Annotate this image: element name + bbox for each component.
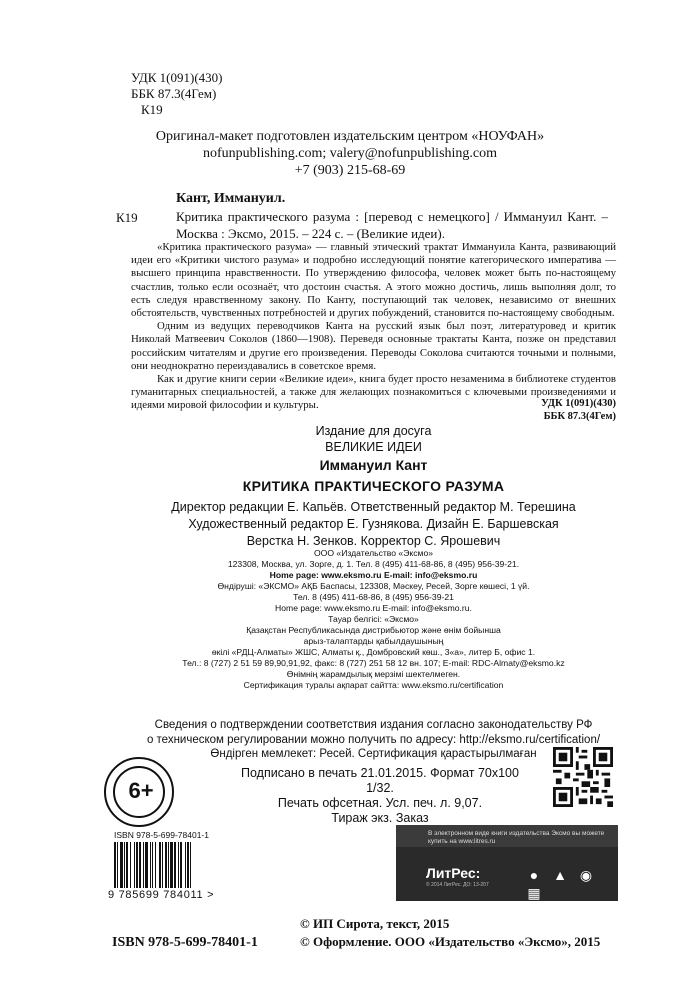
legal-line: өкілі «РДЦ-Алматы» ЖШС, Алматы қ., Домбровский көш., 3«а», литер Б, офис 1.	[211, 647, 536, 657]
copyright-line: © ИП Сирота, текст, 2015	[300, 916, 450, 931]
legal-line: Тауар белгісі: «Эксмо»	[328, 614, 419, 624]
isbn-large: ISBN 978-5-699-78401-1	[112, 935, 258, 950]
imprint-author: Иммануил Кант	[319, 457, 428, 473]
publisher-legal-block	[131, 548, 616, 691]
age-rating: 6+	[128, 778, 154, 803]
legal-line: ООО «Издательство «Эксмо»	[313, 548, 434, 558]
print-line: Подписано в печать 21.01.2015. Формат 70x100 1/32.	[241, 766, 519, 795]
platform-icons	[526, 867, 618, 903]
imprint-title: КРИТИКА ПРАКТИЧЕСКОГО РАЗУМА	[242, 478, 505, 494]
conformity-line: Сведения о подтверждении соответствия издания согласно законодательству РФ	[154, 719, 593, 731]
legal-line: Өнімнің жарамдылық мерзімі шектелмеген.	[286, 669, 461, 679]
bbk-code: ББК 87.3(4Гем)	[543, 411, 616, 422]
litres-logo: ЛитРес:	[426, 865, 481, 881]
legal-line: Қазақстан Республикасында дистрибьютор және өнім бойынша	[246, 625, 501, 635]
staff-line: Художественный редактор Е. Гузнякова. Дизайн Е. Баршевская	[188, 517, 559, 531]
print-line: Печать офсетная. Усл. печ. л. 9,07.	[277, 796, 483, 810]
bibliographic-record: Критика практического разума : [перевод с немецкого] / Иммануил Кант. – Москва : Эксмо, 2015. – 224 с. – (Великие идеи).	[176, 209, 608, 241]
abstract-paragraph: Как и другие книги серии «Великие идеи», книга будет просто незаменима в библиотеке студентов гуманитарных специальностей, а также для желающих познакомиться с ключевыми произведениями и идеями мировой философии и культуры.	[131, 373, 616, 412]
staff-list	[131, 499, 616, 550]
windows-icon: ▦	[527, 887, 541, 902]
series-name: ВЕЛИКИЕ ИДЕИ	[325, 440, 422, 454]
symbian-icon: ◉	[579, 869, 593, 884]
legal-line: Өндіруші: «ЭКСМО» АҚБ Баспасы, 123308, Мәскеу, Ресей, Зорге көшесі, 1 үй.	[217, 581, 530, 591]
apple-icon: ●	[529, 869, 539, 884]
barcode-digits: 9 785699 784011 >	[108, 889, 215, 901]
udk-code: УДК 1(091)(430)	[131, 70, 223, 85]
legal-line: 123308, Москва, ул. Зорге, д. 1. Тел. 8 (495) 411-68-86, 8 (495) 956-39-21.	[227, 559, 520, 569]
legal-line: Тел.: 8 (727) 2 51 59 89,90,91,92, факс: 8 (727) 251 58 12 вн. 107; E-mail: RDC-Almaty@eksmo.kz	[182, 658, 565, 668]
litres-text: В электронном виде книги издательства Эксмо вы можете купить на www.litres.ru	[428, 830, 605, 845]
author-mark-left: К19	[116, 210, 138, 225]
copyright-line: © Оформление. ООО «Издательство «Эксмо», 2015	[300, 934, 601, 949]
abstract	[131, 241, 616, 413]
legal-line: арыз-талаптарды қабылдаушының	[303, 636, 444, 646]
author-heading: Кант, Иммануил.	[176, 191, 286, 206]
conformity-line: Өндірген мемлекет: Ресей. Сертификация қарастырылмаған	[210, 748, 537, 760]
android-icon: ▲	[553, 869, 567, 884]
conformity-block	[131, 718, 616, 762]
publisher-contacts: nofunpublishing.com; valery@nofunpublishing.com	[202, 146, 498, 161]
udk-top-block	[131, 70, 223, 118]
age-rating-inner-ring	[113, 766, 165, 818]
staff-line: Верстка Н. Зенков. Корректор С. Ярошевич	[246, 534, 501, 548]
litres-subtext: © 2014 ЛитРес. ДО: 13-207	[426, 882, 489, 888]
udk-bottom-block	[520, 397, 616, 423]
udk-code: УДК 1(091)(430)	[541, 398, 616, 409]
isbn-small: ISBN 978-5-699-78401-1	[114, 830, 209, 840]
edition-type: Издание для досуга	[315, 424, 432, 438]
legal-line: Тел. 8 (495) 411-68-86, 8 (495) 956-39-21	[293, 592, 454, 602]
litres-banner	[396, 825, 618, 901]
legal-line: Сертификация туралы ақпарат сайтта: www.eksmo.ru/certification	[243, 680, 504, 690]
author-mark: К19	[141, 102, 163, 117]
barcode-icon	[112, 842, 234, 888]
publisher-phone: +7 (903) 215-68-69	[294, 163, 406, 178]
imprint	[131, 423, 616, 550]
publisher-block	[150, 128, 550, 179]
publisher-line: Оригинал-макет подготовлен издательским центром «НОУФАН»	[155, 129, 545, 144]
legal-line: Home page: www.eksmo.ru E-mail: info@eksmo.ru	[269, 570, 478, 580]
print-info	[230, 766, 530, 826]
abstract-paragraph: Одним из ведущих переводчиков Канта на русский язык был поэт, литературовед и критик Николай Матвеевич Соколов (1860—1908). Переведя основные трактаты Канта, позже он представил российским читателям и другие его произведения. Переводы Соколова считаются точными и полными, они неоднократно переиздавались в советское время.	[131, 320, 616, 372]
legal-line: Home page: www.eksmo.ru E-mail: info@eksmo.ru.	[275, 603, 472, 613]
age-rating-badge	[104, 757, 174, 827]
qr-code-icon	[553, 747, 613, 807]
print-line: Тираж экз. Заказ	[331, 811, 429, 825]
staff-line: Директор редакции Е. Капьёв. Ответственный редактор М. Терешина	[171, 500, 576, 514]
copyright-block	[300, 915, 600, 951]
abstract-paragraph: «Критика практического разума» — главный этический трактат Иммануила Канта, развивающий идеи его «Критики чистого разума» и подробно исследующий понятие категорического императива — высшего принципа нравственности. По утверждению философа, человек может быть по-настоящему счастлив, только если осознаёт, что достоин счастья. А этого можно достичь, лишь выполняя долг, то есть следуя нравственному закону. По Канту, поступающий так человек, независимо от внешних обстоятельств, чувственных потребностей и других побуждений, становится по-настоящему свободным.	[131, 241, 616, 320]
conformity-line: о техническом регулировании можно получить по адресу: http://eksmo.ru/certification/	[146, 733, 601, 746]
bbk-code: ББК 87.3(4Гем)	[131, 86, 217, 101]
